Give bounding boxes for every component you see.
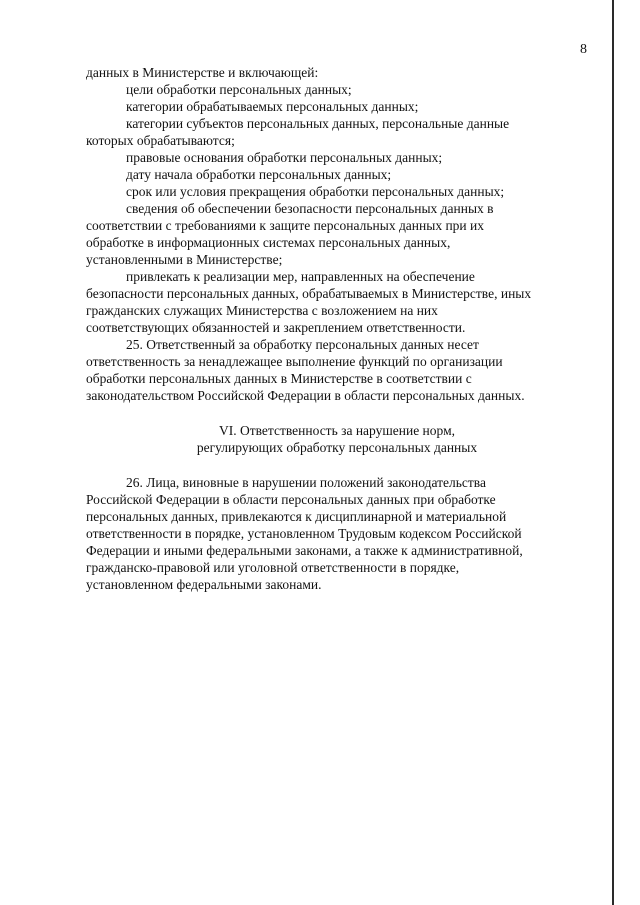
text-line: гражданских служащих Министерства с возложением на них [86, 303, 438, 318]
text-line: безопасности персональных данных, обрабатываемых в Министерстве, иных [86, 286, 532, 301]
text-line: данных в Министерстве и включающей: [86, 65, 319, 80]
list-item: сведения об обеспечении безопасности персональных данных в [126, 201, 494, 216]
list-item: привлекать к реализации мер, направленных на обеспечение [126, 269, 475, 284]
text-line: соответствии с требованиями к защите персональных данных при их [86, 218, 484, 233]
page-number: 8 [580, 42, 587, 57]
text-line: персональных данных, привлекаются к дисциплинарной и материальной [86, 509, 507, 524]
text-line: ответственность за ненадлежащее выполнение функций по организации [86, 354, 503, 369]
list-item: дату начала обработки персональных данных; [126, 167, 392, 182]
list-item: цели обработки персональных данных; [126, 82, 352, 97]
text-line: обработки персональных данных в Министерстве в соответствии с [86, 371, 472, 386]
list-item [86, 115, 588, 132]
list-item: правовые основания обработки персональных данных; [126, 150, 443, 165]
paragraph-25-start: 25. Ответственный за обработку персональных данных несет [126, 337, 479, 352]
text-line: обработке в информационных системах персональных данных, [86, 235, 451, 250]
scan-edge-line [612, 0, 614, 905]
list-item: срок или условия прекращения обработки персональных данных; [126, 184, 505, 199]
text-line: соответствующих обязанностей и закреплением ответственности. [86, 320, 466, 335]
text-line: гражданско-правовой или уголовной ответственности в порядке, [86, 560, 460, 575]
text-line: Федерации и иными федеральными законами, а также к административной, [86, 543, 523, 558]
text-line: законодательством Российской Федерации в области персональных данных. [86, 388, 525, 403]
heading-line: регулирующих обработку персональных данных [196, 440, 478, 455]
section-heading [86, 422, 588, 456]
document-body [86, 64, 588, 593]
text-line: которых обрабатываются; [86, 133, 235, 148]
paragraph-26-start: 26. Лица, виновные в нарушении положений законодательства [126, 475, 486, 490]
text-line: ответственности в порядке, установленном Трудовым кодексом Российской [86, 526, 522, 541]
heading-line: VI. Ответственность за нарушение норм, [218, 423, 455, 438]
text-line: установленными в Министерстве; [86, 252, 283, 267]
text-line: категории субъектов персональных данных, персональные данные [126, 116, 510, 131]
list-item: категории обрабатываемых персональных данных; [126, 99, 419, 114]
text-line: установленном федеральными законами. [86, 577, 322, 592]
text-line: Российской Федерации в области персональных данных при обработке [86, 492, 496, 507]
